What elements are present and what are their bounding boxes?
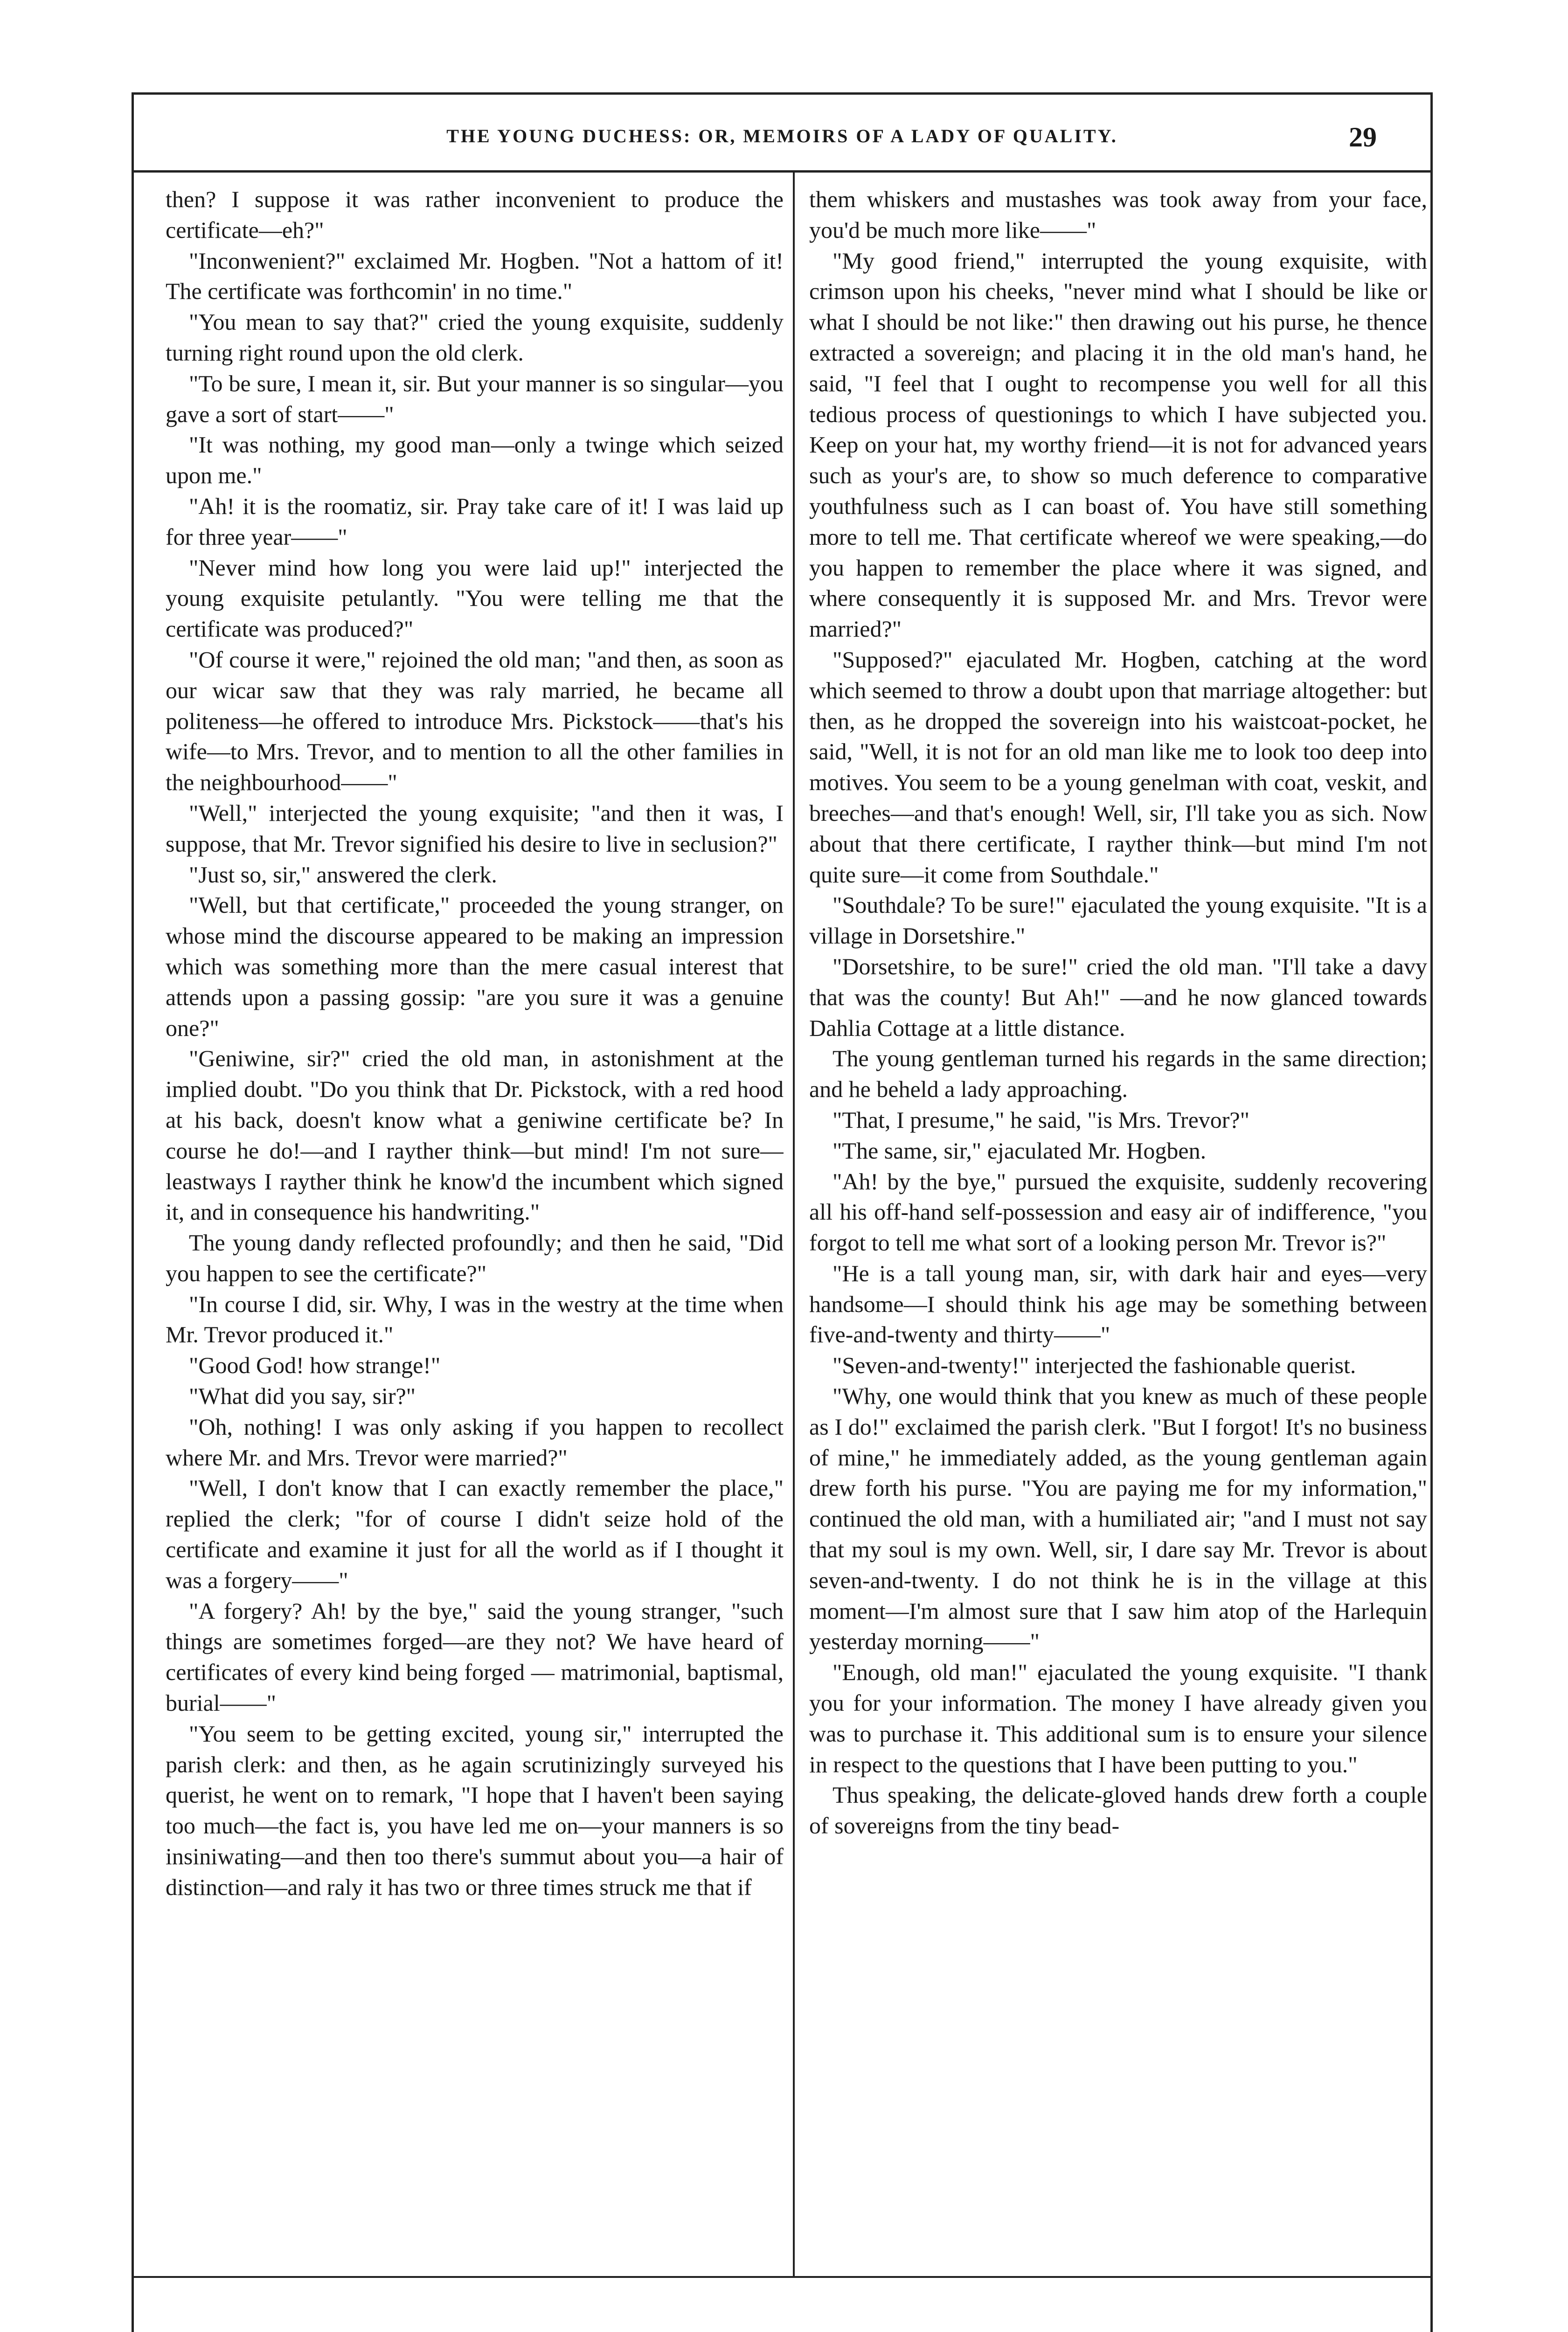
- paragraph: "To be sure, I mean it, sir. But your manner is so singular—you gave a sort of start——": [166, 370, 784, 427]
- right-column: [809, 184, 1427, 2271]
- left-column: [166, 184, 784, 2271]
- running-title: THE YOUNG DUCHESS: OR, MEMOIRS OF A LADY OF QUALITY.: [446, 125, 1118, 146]
- paragraph: "What did you say, sir?": [189, 1383, 416, 1409]
- paragraph: "Well, but that certificate," proceeded the young stranger, on whose mind the discourse appeared to be making an impression which was something more than the mere casual interest that attends upon a passing gossip: "are you sure it was a genuine one?": [166, 892, 784, 1041]
- paragraph: "Never mind how long you were laid up!" interjected the young exquisite petulantly. "You were telling me that the certificate was produced?": [166, 554, 784, 642]
- paragraph: "Ah! by the bye," pursued the exquisite, suddenly recovering all his off-hand self-possession and easy air of indifference, "you forgot to tell me what sort of a looking person Mr. Trevor is?": [809, 1168, 1427, 1256]
- paragraph: "It was nothing, my good man—only a twinge which seized upon me.": [166, 431, 784, 489]
- paragraph: them whiskers and mustashes was took away from your face, you'd be much more like——": [809, 186, 1427, 243]
- paragraph: "Geniwine, sir?" cried the old man, in astonishment at the implied doubt. "Do you think that Dr. Pickstock, with a red hood at his back, doesn't know what a geniwine certificate be? In course he do!—and I rayther think—but mind! I'm not sure—leastways I rayther think he know'd the incumbent which signed it, and in consequence his handwriting.": [166, 1045, 784, 1225]
- paragraph: "My good friend," interrupted the young exquisite, with crimson upon his cheeks, "never mind what I should be like or what I should be not like:" then drawing out his purse, he thence extracted a sovereign; and placing it in the old man's hand, he said, "I feel that I ought to recompense you well for all this tedious process of questionings to which I have subjected you. Keep on your hat, my worthy friend—it is not for advanced years such as your's are, to show so much deference to comparative youthfulness such as I can boast of. You have still something more to tell me. That certificate whereof we were speaking,—do you happen to remember the place where it was signed, and where consequently it is supposed Mr. and Mrs. Trevor were married?": [809, 247, 1427, 642]
- paragraph: "Just so, sir," answered the clerk.: [189, 861, 497, 888]
- paragraph: "Well," interjected the young exquisite; "and then it was, I suppose, that Mr. Trevor signified his desire to live in seclusion?": [166, 799, 784, 857]
- header-rule: [132, 170, 1433, 173]
- paragraph: then? I suppose it was rather inconvenient to produce the certificate—eh?": [166, 186, 784, 243]
- footer-rule: [132, 2276, 1433, 2278]
- paragraph: "Inconwenient?" exclaimed Mr. Hogben. "Not a hattom of it! The certificate was forthcomin' in no time.": [166, 247, 784, 305]
- paragraph: "In course I did, sir. Why, I was in the westry at the time when Mr. Trevor produced it.": [166, 1291, 784, 1348]
- paragraph: "Good God! how strange!": [189, 1352, 441, 1379]
- paragraph: "Why, one would think that you knew as much of these people as I do!" exclaimed the parish clerk. "But I forgot! It's no business of mine," he immediately added, as the young gentleman again drew forth his purse. "You are paying me for my information," continued the old man, with a humiliated air; "and I must not say that my soul is my own. Well, sir, I dare say Mr. Trevor is about seven-and-twenty. I do not think he is in the village at this moment—I'm almost sure that I saw him atop of the Harlequin yesterday morning——": [809, 1383, 1427, 1655]
- paragraph: "Dorsetshire, to be sure!" cried the old man. "I'll take a davy that was the county! But Ah!" —and he now glanced towards Dahlia Cottage at a little distance.: [809, 953, 1427, 1041]
- paragraph: "Southdale? To be sure!" ejaculated the young exquisite. "It is a village in Dorsetshire.": [809, 892, 1427, 949]
- paragraph: "Oh, nothing! I was only asking if you happen to recollect where Mr. and Mrs. Trevor were married?": [166, 1413, 784, 1471]
- paragraph: "A forgery? Ah! by the bye," said the young stranger, "such things are sometimes forged—are they not? We have heard of certificates of every kind being forged — matrimonial, baptismal, burial——": [166, 1597, 784, 1716]
- paragraph: "The same, sir," ejaculated Mr. Hogben.: [833, 1137, 1207, 1164]
- running-head: [132, 122, 1433, 158]
- paragraph: "Enough, old man!" ejaculated the young exquisite. "I thank you for your information. The money I have already given you was to purchase it. This additional sum is to ensure your silence in respect to the questions that I have been putting to you.": [809, 1659, 1427, 1777]
- paragraph: "You seem to be getting excited, young sir," interrupted the parish clerk: and then, as he again scrutinizingly surveyed his querist, he went on to remark, "I hope that I haven't been saying too much—the fact is, you have led me on—your manners is so insiniwating—and then too there's summut about you—a hair of distinction—and raly it has two or three times struck me that if: [166, 1720, 784, 1900]
- paragraph: The young dandy reflected profoundly; and then he said, "Did you happen to see the certificate?": [166, 1229, 784, 1286]
- paragraph: "That, I presume," he said, "is Mrs. Trevor?": [833, 1106, 1250, 1133]
- paragraph: "He is a tall young man, sir, with dark hair and eyes—very handsome—I should think his age may be something between five-and-twenty and thirty——": [809, 1260, 1427, 1348]
- paragraph: "Ah! it is the roomatiz, sir. Pray take care of it! I was laid up for three year——": [166, 493, 784, 550]
- paragraph: "Of course it were," rejoined the old man; "and then, as soon as our wicar saw that they was raly married, he became all politeness—he offered to introduce Mrs. Pickstock——that's his wife—to Mrs. Trevor, and to mention to all the other families in the neighbourhood——": [166, 646, 784, 796]
- paragraph: Thus speaking, the delicate-gloved hands drew forth a couple of sovereigns from the tiny bead-: [809, 1782, 1427, 1839]
- column-divider: [793, 173, 795, 2276]
- paragraph: "Supposed?" ejaculated Mr. Hogben, catching at the word which seemed to throw a doubt upon that marriage altogether: but then, as he dropped the sovereign into his waistcoat-pocket, he said, "Well, it is not for an old man like me to look too deep into motives. You seem to be a young genelman with coat, veskit, and breeches—and that's enough! Well, sir, I'll take you as sich. Now about that there certificate, I rayther think—but mind I'm not quite sure—it come from Southdale.": [809, 646, 1427, 888]
- paragraph: "Well, I don't know that I can exactly remember the place," replied the clerk; "for of course I didn't seize hold of the certificate and examine it just for all the world as if I thought it was a forgery——": [166, 1475, 784, 1593]
- paragraph: "You mean to say that?" cried the young exquisite, suddenly turning right round upon the old clerk.: [166, 309, 784, 366]
- paragraph: "Seven-and-twenty!" interjected the fashionable querist.: [833, 1352, 1356, 1379]
- page-number: 29: [1349, 122, 1377, 153]
- paragraph: The young gentleman turned his regards in the same direction; and he beheld a lady approaching.: [809, 1045, 1427, 1103]
